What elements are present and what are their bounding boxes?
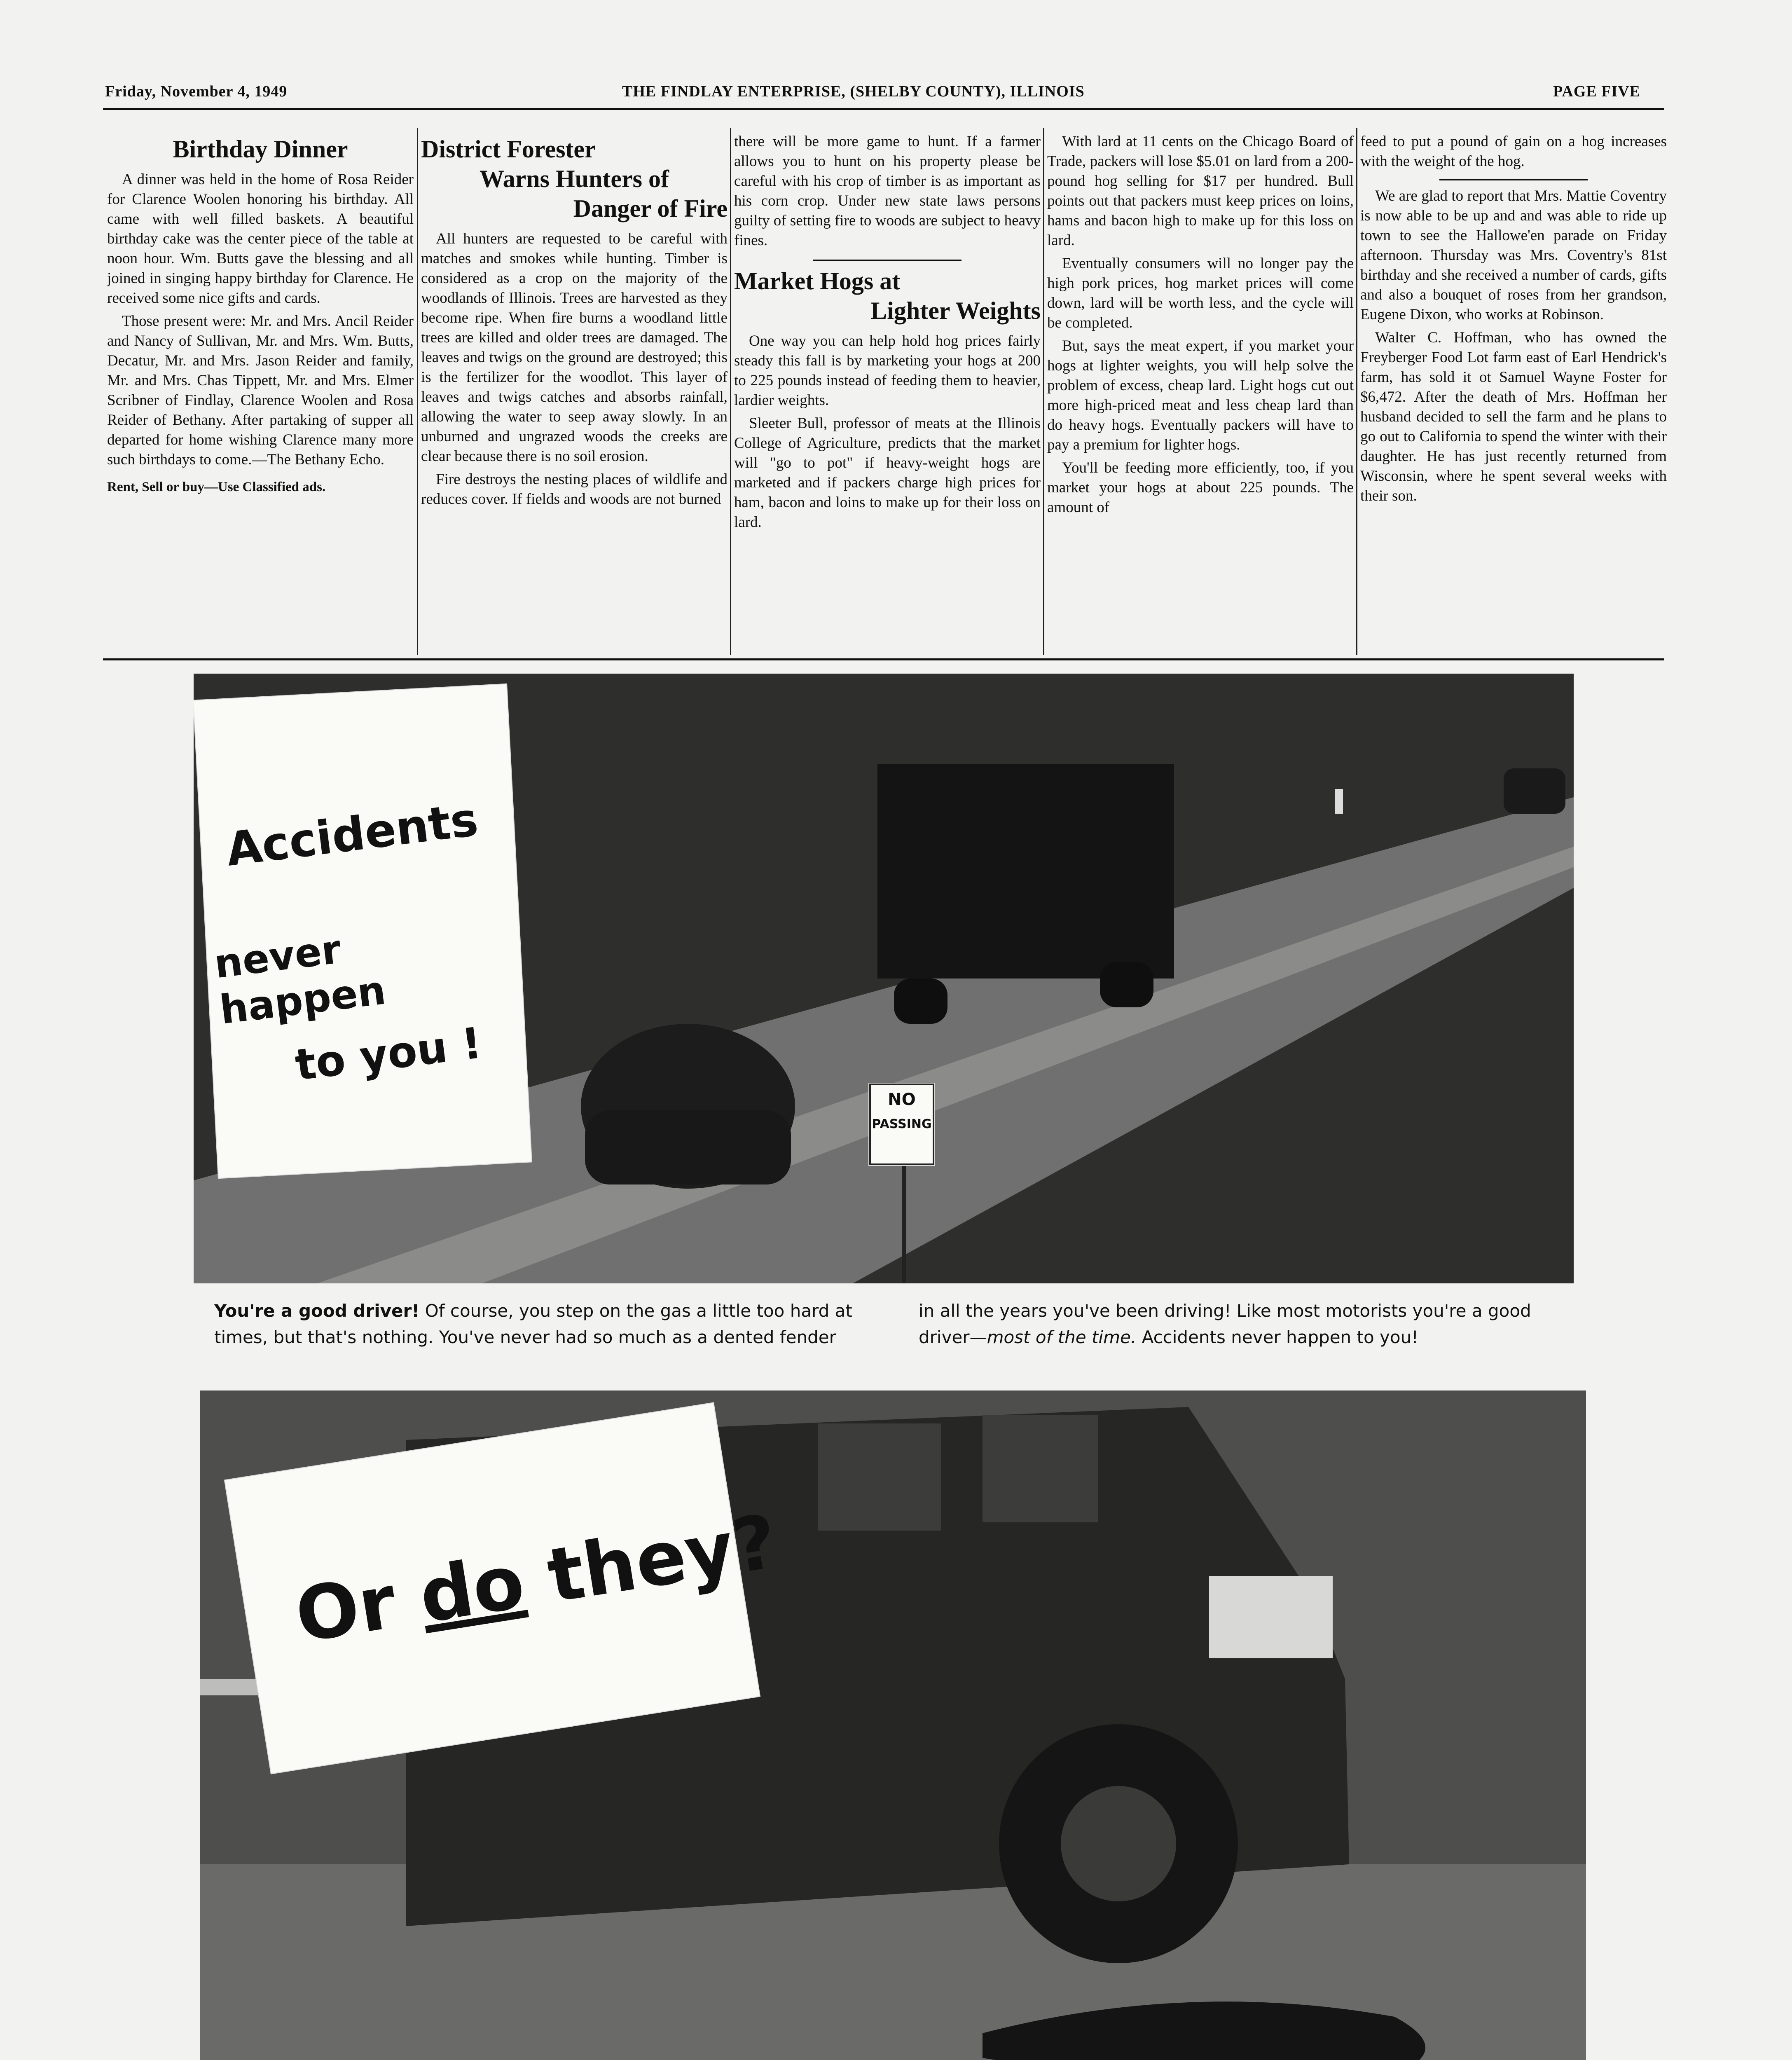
article-paragraph: You'll be feeding more efficiently, too, if you market your hogs at about 225 pounds. The amount of [1047,459,1354,516]
placard-question [290,1498,783,1660]
article-birthday-dinner [107,132,414,500]
article-title: Birthday Dinner [173,136,348,163]
article-district-forester [421,132,728,513]
placard-line: Accidents [223,793,481,877]
caption-text: Accidents never happen to you! [1136,1327,1419,1347]
accidents-placard [194,684,531,1178]
placard-word: they? [516,1498,783,1624]
article-title: Lighter Weights [870,297,1041,324]
column-rule [417,128,418,655]
placard-emphasis: do [414,1538,530,1640]
caption-text: Of course, you step on the gas a little too hard at times, but that's nothing. You've never had so much as a dented fender [214,1301,852,1347]
article-paragraph: A dinner was held in the home of Rosa Reider for Clarence Woolen honoring his birthday. All came with well filled baskets. A beautiful birthday cake was the center piece of the table at noon hour. Wm. Butts gave the blessing and all joined in singing happy birthday for Clarence. He received some nice gifts and cards. [107,171,414,307]
issue-date: Friday, November 4, 1949 [105,83,288,100]
article-paragraph: Fire destroys the nesting places of wildlife and reduces cover. If fields and woods are not burned [421,471,728,508]
article-paragraph: All hunters are requested to be careful with matches and smokes while hunting. Timber is considered as a crop on the majority of the woodlands of Illinois. Trees are harvested as they become ripe. When fire burns a woodland little trees are killed and older trees are damaged. The leaves and twigs on the ground are destroyed; this is the fertilizer for the woodlot. This layer of leaves and twigs catches and absorbs rainfall, allowing the water to seep away slowly. In an unburned and ungrazed woods the creeks are clear because there is no soil erosion. [421,230,728,465]
column-rule [730,128,731,655]
road-sign-line: NO [888,1090,916,1109]
crash-photo [200,1390,1586,2060]
article-paragraph: We are glad to report that Mrs. Mattie Coventry is now able to be up and and was able to ride up town to see the Hallowe'en parade on Friday afternoon. Thursday was Mrs. Coventry's 81st birthday and she received a number of cards, gifts and also a bouquet of roses from her grandson, Eugene Dixon, who works at Robinson. [1360,187,1667,323]
article-paragraph: feed to put a pound of gain on a hog increases with the weight of the hog. [1360,133,1667,170]
article-lard-prices [1047,132,1354,521]
highway-photo [194,674,1574,1283]
article-title: District Forester [421,136,596,163]
column-rule [1356,128,1357,655]
article-paragraph: Eventually consumers will no longer pay the high pork prices, hog market prices will come down, lard will be worth less, and the cycle will be completed. [1047,255,1354,331]
article-local-news [1360,132,1667,509]
caption-good-driver [214,1298,873,1351]
road-sign-line: PASSING [872,1117,932,1131]
header-rule [103,108,1664,110]
article-market-hogs [734,132,1041,536]
section-rule [103,658,1664,660]
divider [813,260,962,261]
article-title: Danger of Fire [573,195,728,222]
article-paragraph: there will be more game to hunt. If a farmer allows you to hunt on his property please be careful with his crop of timber is as important as his corn crop. Under new state laws persons guilty of setting fire to woods are subject to heavy fines. [734,133,1041,249]
caption-good-driver-continued [919,1298,1586,1351]
article-paragraph: Walter C. Hoffman, who has owned the Freyberger Food Lot farm east of Earl Hendrick's farm, has sold it ot Samuel Wayne Foster for $6,472. After the death of Mrs. Hoffman her husband decided to sell the farm and he plans to go out to California to spend the winter with their daughter. He has just recently returned from Wisconsin, where he spent several weeks with their son. [1360,329,1667,504]
no-passing-sign [869,1084,934,1165]
column-rule [1043,128,1044,655]
placard-word: Or [290,1554,428,1660]
article-title: Market Hogs at [734,267,901,295]
caption-lead: You're a good driver! [214,1301,420,1321]
article-paragraph: But, says the meat expert, if you market your hogs at lighter weights, you will help solve the problem of excess, cheap lard. Light hogs cut out more high-priced meat and less cheap lard than do heavy hogs. Eventually packers will have to pay a premium for lighter hogs. [1047,337,1354,453]
placard-line: never happen [211,926,388,1033]
placard-line: to you ! [292,1017,484,1091]
classified-ad-note: Rent, Sell or buy—Use Classified ads. [107,480,326,494]
page-number: PAGE FIVE [1553,83,1641,100]
article-paragraph: One way you can help hold hog prices fairly steady this fall is by marketing your hogs at 200 to 225 pounds instead of feeding them to heavier, lardier weights. [734,332,1041,409]
article-title: Warns Hunters of [479,165,669,192]
caption-text: in all the years you've been driving! Like most motorists you're a good driver— [919,1301,1531,1347]
caption-emphasis: most of the time. [987,1327,1137,1347]
paper-name: THE FINDLAY ENTERPRISE, (SHELBY COUNTY), ILLINOIS [622,83,1085,100]
article-paragraph: Sleeter Bull, professor of meats at the Illinois College of Agriculture, predicts that the market will "go to pot" if heavy-weight hogs are marketed and if packers charge high prices for ham, bacon and loins to make up for their loss on lard. [734,415,1041,531]
article-paragraph: Those present were: Mr. and Mrs. Ancil Reider and Nancy of Sullivan, Mr. and Mrs. Wm. Butts, Decatur, Mr. and Mrs. Jason Reider and family, Mr. and Mrs. Chas Tippett, Mr. and Mrs. Elmer Scribner of Findlay, Clarence Woolen and Rosa Reider of Bethany. After partaking of supper all departed for home wishing Clarence many more such birthdays to come.—The Bethany Echo. [107,313,414,468]
divider [1439,179,1588,180]
article-paragraph: With lard at 11 cents on the Chicago Board of Trade, packers will lose $5.01 on lard from a 200-pound hog selling for $17 per hundred. Bull points out that packers must keep prices on loins, hams and bacon high to make up for this loss on lard. [1047,133,1354,249]
